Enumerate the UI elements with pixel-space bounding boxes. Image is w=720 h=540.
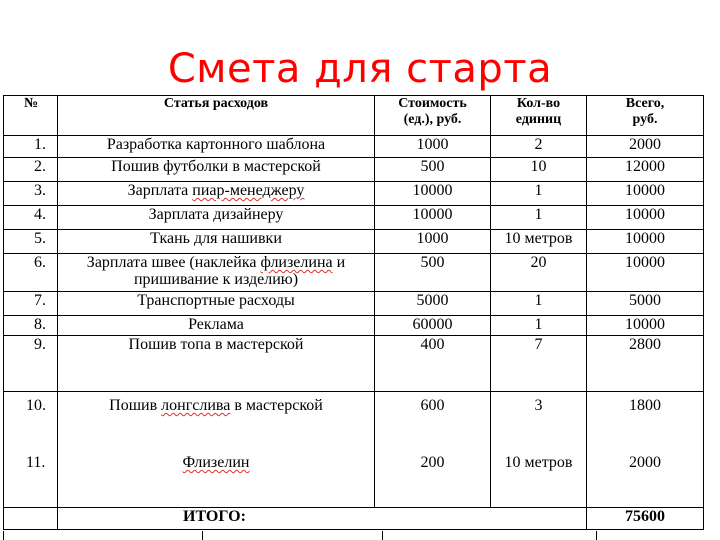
- row-item: Реклама: [58, 316, 375, 336]
- table-continuation-line: [3, 531, 4, 540]
- table-row: [4, 316, 704, 336]
- row-total: 10000: [587, 254, 704, 292]
- row-total: 2000: [587, 136, 704, 158]
- row-num: 1.: [4, 136, 58, 158]
- header-qty: Кол-во единиц: [491, 96, 587, 136]
- table-row: [4, 230, 704, 254]
- table-row: [4, 392, 704, 508]
- row-item: Зарплата дизайнеру: [58, 206, 375, 230]
- row-cost: 1000: [375, 230, 491, 254]
- header-cost: Стоимость (ед.), руб.: [375, 96, 491, 136]
- budget-table: [3, 95, 704, 530]
- row-cost: 1000: [375, 136, 491, 158]
- row-qty: 1: [491, 182, 587, 206]
- row-item: Пошив топа в мастерской: [58, 336, 375, 392]
- row-qty: 1: [491, 292, 587, 316]
- row-num: 9.: [4, 336, 58, 392]
- row-total: 1800 2000: [587, 392, 704, 508]
- row-item: Транспортные расходы: [58, 292, 375, 316]
- table-continuation-line: [202, 531, 203, 540]
- row-qty: 3 10 метров: [491, 392, 587, 508]
- table-row: [4, 158, 704, 182]
- row-item: Зарплата швее (наклейка флизелина и пришивание к изделию): [58, 254, 375, 292]
- header-item: Статья расходов: [58, 96, 375, 136]
- row-total: 2800: [587, 336, 704, 392]
- row-num: 7.: [4, 292, 58, 316]
- row-cost: 400: [375, 336, 491, 392]
- row-total: 10000: [587, 182, 704, 206]
- page-title: Смета для старта: [167, 46, 553, 92]
- table-header-row: [4, 96, 704, 136]
- row-qty: 2: [491, 136, 587, 158]
- row-total: 10000: [587, 316, 704, 336]
- row-item: Пошив футболки в мастерской: [58, 158, 375, 182]
- row-qty: 7: [491, 336, 587, 392]
- row-cost: 60000: [375, 316, 491, 336]
- row-num: 10. 11.: [4, 392, 58, 508]
- row-item: Разработка картонного шаблона: [58, 136, 375, 158]
- row-qty: 10 метров: [491, 230, 587, 254]
- budget-table-container: [3, 95, 704, 530]
- row-total: 10000: [587, 230, 704, 254]
- table-row: [4, 206, 704, 230]
- row-total: 12000: [587, 158, 704, 182]
- row-total: 5000: [587, 292, 704, 316]
- table-row: [4, 336, 704, 392]
- table-row: [4, 292, 704, 316]
- row-num: 3.: [4, 182, 58, 206]
- row-cost: 500: [375, 158, 491, 182]
- row-cost: 5000: [375, 292, 491, 316]
- row-item: Ткань для нашивки: [58, 230, 375, 254]
- row-qty: 1: [491, 316, 587, 336]
- row-qty: 10: [491, 158, 587, 182]
- row-cost: 600 200: [375, 392, 491, 508]
- table-row: [4, 136, 704, 158]
- row-total: 10000: [587, 206, 704, 230]
- row-qty: 1: [491, 206, 587, 230]
- table-row: [4, 254, 704, 292]
- row-num: 5.: [4, 230, 58, 254]
- row-num: 4.: [4, 206, 58, 230]
- row-cost: 10000: [375, 182, 491, 206]
- row-item: Пошив лонгслива в мастерской Флизелин: [58, 392, 375, 508]
- row-qty: 20: [491, 254, 587, 292]
- total-value: 75600: [587, 508, 704, 530]
- row-cost: 10000: [375, 206, 491, 230]
- header-num: №: [4, 96, 58, 136]
- row-num: 6.: [4, 254, 58, 292]
- row-cost: 500: [375, 254, 491, 292]
- header-total: Всего, руб.: [587, 96, 704, 136]
- table-row: [4, 182, 704, 206]
- row-num: 8.: [4, 316, 58, 336]
- row-num: 2.: [4, 158, 58, 182]
- table-continuation-line: [596, 531, 597, 540]
- table-continuation-line: [382, 531, 383, 540]
- total-label: ИТОГО:: [58, 508, 587, 530]
- total-num-cell: [4, 508, 58, 530]
- total-row: [4, 508, 704, 530]
- row-item: Зарплата пиар-менеджеру: [58, 182, 375, 206]
